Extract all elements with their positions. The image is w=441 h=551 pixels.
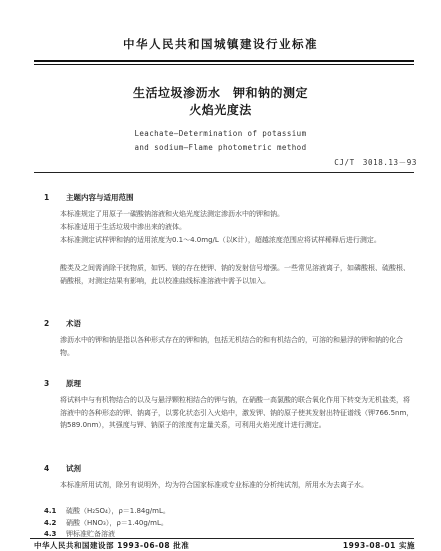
section-number: 3 bbox=[44, 379, 50, 388]
section-number: 1 bbox=[44, 193, 50, 202]
section-number: 4 bbox=[44, 464, 50, 473]
paragraph: 本标准规定了用原子一碳酸钠溶液和火焰光度法测定渗沥水中的钾和钠。 bbox=[60, 210, 284, 218]
section-title: 术语 bbox=[66, 319, 81, 328]
section-heading bbox=[44, 378, 81, 389]
paragraph: 本标准所用试剂，除另有说明外，均为符合国家标准或专业标准的分析纯试剂，所用水为去离子水。 bbox=[60, 481, 368, 489]
reagent-text: 硝酸（HNO₃），ρ＝1.40g/mL。 bbox=[66, 519, 168, 527]
paragraph: 将试料中与有机物结合的以及与悬浮颗粒相结合的钾与钠，在硝酸一高氯酸的联合氧化作用下转变为无机盐类，将溶液中的各种形态的钾、钠离子，以雾化状态引入火焰中，激发钾、钠的原子使其发射出特征谱线（钾766.5nm，钠589.0nm），其强度与钾、钠原子的浓度有定量关系，可利用火焰光度计进行测定。 bbox=[60, 396, 414, 429]
reagent-number: 4.1 bbox=[44, 507, 57, 515]
paragraph: 本标准适用于生活垃圾中渗出来的液体。 bbox=[60, 223, 186, 231]
footer-rule bbox=[30, 538, 414, 539]
standard-number: CJ/T 3018.13－93 bbox=[334, 158, 417, 167]
reagent-text: 硫酸（H₂SO₄），ρ＝1.84g/mL。 bbox=[66, 507, 170, 515]
section-heading bbox=[44, 192, 134, 203]
reagent-item bbox=[44, 518, 168, 528]
document-title-line1: 生活垃圾渗沥水 钾和钠的测定 bbox=[132, 86, 308, 100]
header-rule bbox=[34, 60, 414, 65]
reagent-number: 4.3 bbox=[44, 530, 57, 538]
reagent-item bbox=[44, 506, 170, 516]
reagent-text: 钾标准贮备溶液 bbox=[66, 530, 115, 538]
section-title: 原理 bbox=[66, 379, 81, 388]
section-heading bbox=[44, 463, 81, 474]
issuer-header: 中华人民共和国城镇建设行业标准 bbox=[123, 37, 318, 51]
english-title-line1: Leachate—Determination of potassium bbox=[134, 129, 307, 138]
paragraph: 酸类及之间需消除干扰物质，如钙、镁的存在使钾、钠的发射信号增强。一些常见溶液离子，如磷酸根、硫酸根、硝酸根，对测定结果有影响，此以校准曲线标准溶液中需予以加入。 bbox=[60, 264, 410, 285]
paragraph: 本标准测定试样钾和钠的适用浓度为0.1～4.0mg/L（以K计），超越浓度范围应将试样稀释后进行测定。 bbox=[60, 236, 381, 244]
english-title-line2: and sodium—Flame photometric method bbox=[134, 143, 307, 152]
section-title: 试剂 bbox=[66, 464, 81, 473]
section-heading bbox=[44, 318, 81, 329]
document-title-line2: 火焰光度法 bbox=[189, 103, 252, 117]
paragraph: 渗沥水中的钾和钠是指以各种形式存在的钾和钠，包括无机结合的和有机结合的，可溶的和悬浮的钾和钠的化合物。 bbox=[60, 336, 403, 357]
footer-approval: 中华人民共和国建设部 1993-06-08 批准 bbox=[34, 541, 190, 550]
footer-effective-date: 1993-08-01 实施 bbox=[342, 541, 415, 550]
reagent-number: 4.2 bbox=[44, 519, 57, 527]
title-rule bbox=[34, 172, 414, 173]
section-number: 2 bbox=[44, 319, 50, 328]
section-title: 主题内容与适用范围 bbox=[66, 193, 134, 202]
